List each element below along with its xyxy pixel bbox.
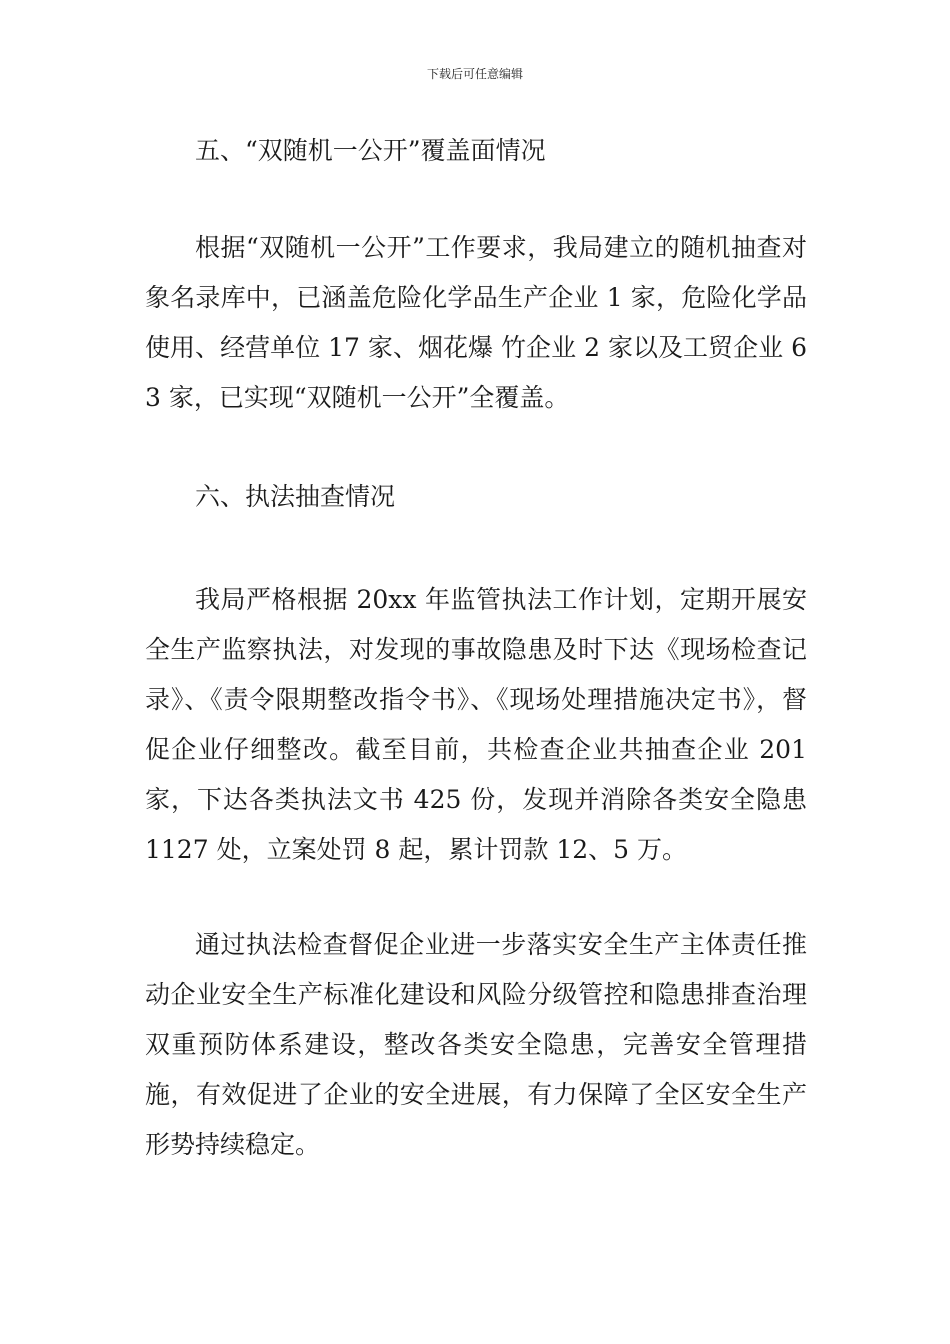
page-header-note: 下载后可任意编辑	[426, 67, 523, 81]
section-5-heading: 五、“双随机一公开”覆盖面情况	[195, 136, 546, 165]
section-5-paragraph: 根据“双随机一公开”工作要求，我局建立的随机抽查对象名录库中，已涵盖危险化学品生产企业 1 家，危险化学品使用、经营单位 17 家、烟花爆 竹企业 2 家以及工贸企业 63 家，已实现“双随机一公开”全覆盖。	[145, 233, 807, 412]
section-6-heading: 六、执法抽查情况	[195, 482, 396, 511]
section-6-paragraph-2: 通过执法检查督促企业进一步落实安全生产主体责任推动企业安全生产标准化建设和风险分级管控和隐患排查治理双重预防体系建设，整改各类安全隐患，完善安全管理措施，有效促进了企业的安全进展，有力保障了全区安全生产形势持续稳定。	[145, 930, 807, 1159]
section-6-paragraph-1: 我局严格根据 20xx 年监管执法工作计划，定期开展安全生产监察执法，对发现的事故隐患及时下达《现场检查记录》、《责令限期整改指令书》、《现场处理措施决定书》，督促企业仔细整改。截至目前，共检查企业共抽查企业 201 家，下达各类执法文书 425 份，发现并消除各类安全隐患 1127 处，立案处罚 8 起，累计罚款 12、5 万。	[145, 585, 807, 864]
